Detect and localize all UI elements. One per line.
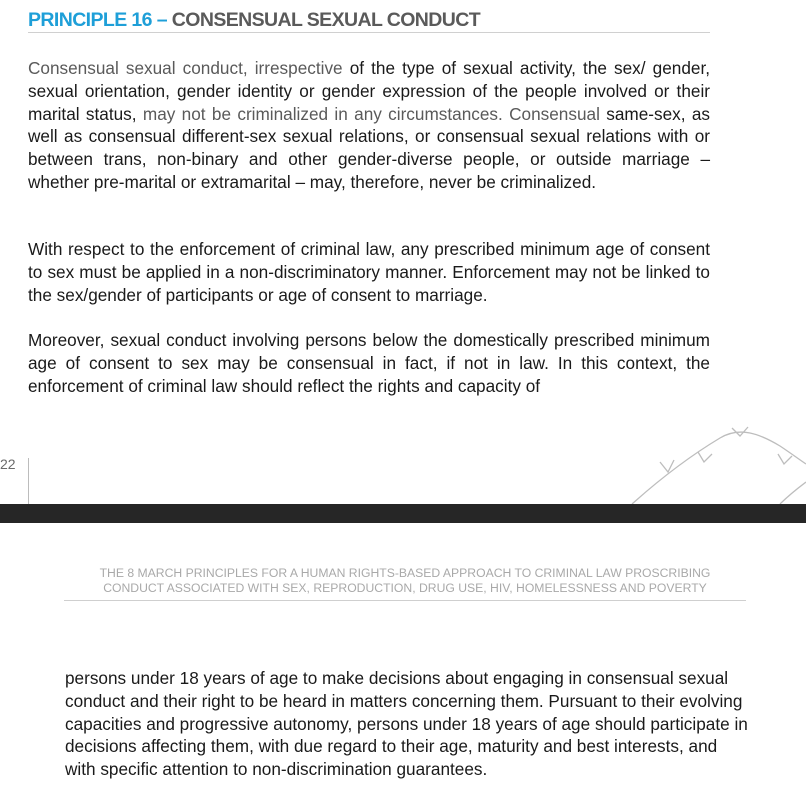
page-number-rule bbox=[28, 458, 29, 504]
page-divider bbox=[0, 504, 806, 523]
page-number: 22 bbox=[0, 456, 16, 472]
paragraph-4: persons under 18 years of age to make decisions about engaging in consensual sexual conduct and their right to be heard in matters concerning them. Pursuant to their evolving capacities and progressive autonomy, persons under 18 years of age should participate in decisions affecting them, with due regard to their age, maturity and best interests, and with specific attention to non-discrimination guarantees. bbox=[65, 668, 748, 780]
paragraph-1-seg2: of the type of sexual activity, the sex/ gender, sexual orientation, gender identity or gender expression of the people involved or their marital status, bbox=[28, 58, 710, 124]
paragraph-1 bbox=[28, 57, 710, 194]
decorative-line-illustration bbox=[620, 420, 806, 504]
paragraph-2: With respect to the enforcement of criminal law, any prescribed minimum age of consent to sex must be applied in a non-discriminatory manner. Enforcement may not be linked to the sex/gender of participants or age of consent to marriage. bbox=[28, 239, 710, 305]
paragraph-1-seg3: may not be criminalized in any circumstances. Consensual bbox=[142, 103, 600, 124]
paragraph-1-seg1: Consensual sexual conduct, irrespective bbox=[28, 58, 343, 78]
heading-title: CONSENSUAL SEXUAL CONDUCT bbox=[166, 9, 481, 31]
running-header bbox=[64, 566, 746, 601]
heading-prefix: PRINCIPLE 16 – bbox=[28, 9, 167, 31]
paragraph-3: Moreover, sexual conduct involving persons below the domestically prescribed minimum age of consent to sex may be consensual in fact, if not in law. In this context, the enforcement of criminal law should reflect the rights and capacity of bbox=[28, 330, 710, 396]
running-header-line-2: CONDUCT ASSOCIATED WITH SEX, REPRODUCTION, DRUG USE, HIV, HOMELESSNESS AND POVERTY bbox=[103, 580, 707, 595]
principle-heading bbox=[28, 8, 710, 33]
running-header-line-1: THE 8 MARCH PRINCIPLES FOR A HUMAN RIGHTS-BASED APPROACH TO CRIMINAL LAW PROSCRIBING bbox=[99, 566, 711, 580]
paragraph-1-seg4: same-sex, as well as consensual different-sex sexual relations, or consensual sexual relations with or between trans, non-binary and other gender-diverse people, or outside marriage – whether pre-marital or extramarital – may, therefore, never be criminalized. bbox=[28, 103, 710, 192]
bottom-page bbox=[0, 523, 806, 801]
